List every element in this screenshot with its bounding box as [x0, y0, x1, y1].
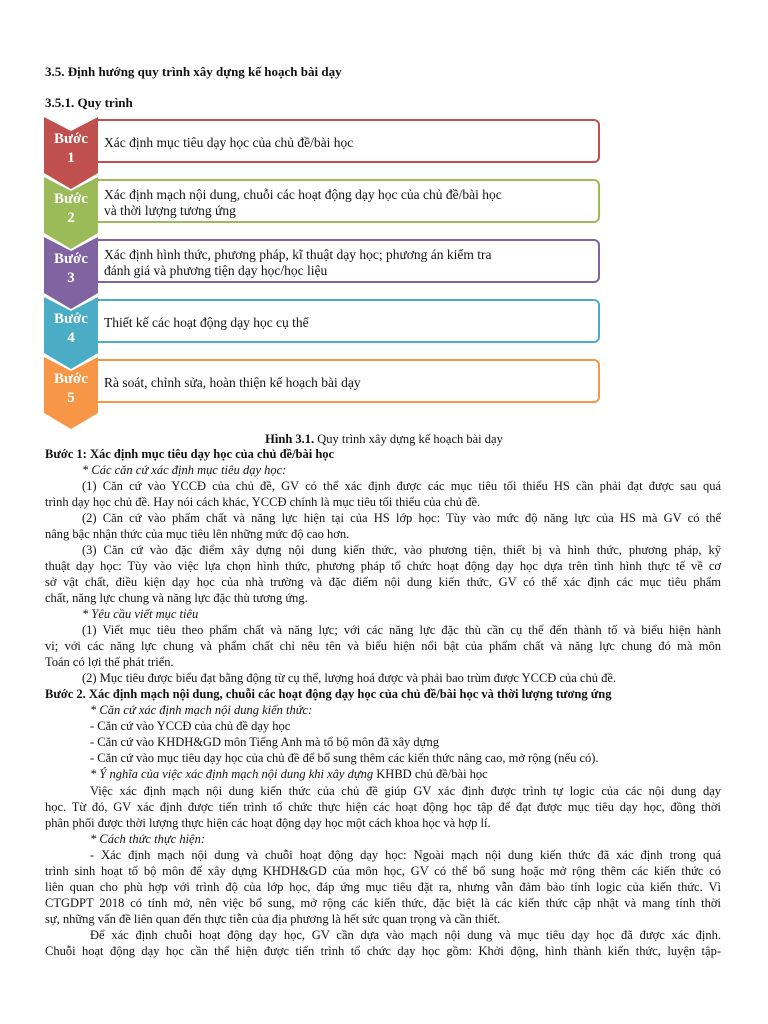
step-2-how-heading: * Cách thức thực hiện: — [90, 832, 205, 846]
step-2-bullet: - Căn cứ vào KHDH&GD môn Tiếng Anh mà tổ bộ môn đã xây dựng — [90, 735, 439, 749]
step-2-paragraph: Chuỗi hoạt động dạy học cần thể hiện được tiến trình tổ chức dạy học gồm: Khởi động, hình thành kiến thức, luyện tập- — [45, 944, 721, 958]
step-2-badge-number: 2 — [67, 210, 75, 226]
step-3-text-line-2: đánh giá và phương tiện dạy học/học liệu — [104, 262, 328, 278]
subsection-heading: 3.5.1. Quy trình — [45, 95, 133, 110]
step-4-badge — [44, 310, 98, 348]
step-1-paragraph: (3) Căn cứ vào đặc điểm xây dựng nội dung kiến thức, vào phương tiện, thiết bị và hình thức, phương pháp, kỹ — [82, 543, 721, 557]
step-2-paragraph: Việc xác định mạch nội dung kiến thức của chủ đề giúp GV xác định được trình tự logic của các nội dung dạy — [90, 784, 721, 798]
step-1-badge-word: Bước — [54, 131, 88, 147]
step-3-badge — [44, 250, 98, 288]
step-2-bullet: - Căn cứ vào YCCĐ của chủ đề dạy học — [90, 719, 291, 733]
step-2-basis-heading: * Căn cứ xác định mạch nội dung kiến thức: — [90, 703, 313, 717]
step-1-paragraph: (2) Căn cứ vào phẩm chất và năng lực hiện tại của HS lớp học: Tùy vào mức độ năng lực của HS mà GV có thể — [82, 511, 721, 525]
process-step-4 — [44, 297, 606, 349]
step-1-paragraph: sở vật chất, điều kiện dạy học của nhà trường và đặc điểm nội dung kiến thức, GV có thể xác định các mục tiêu phẩm — [45, 575, 721, 589]
step-3-badge-word: Bước — [54, 251, 88, 267]
step-1-paragraph: trình dạy học chủ đề. Hay nói cách khác, YCCĐ chính là mục tiêu tối thiểu của chủ đề. — [45, 495, 481, 509]
process-step-2 — [44, 177, 606, 229]
step-4-badge-word: Bước — [54, 311, 88, 327]
step-1-box — [92, 119, 600, 163]
step-2-paragraph: sự, những vấn đề liên quan đến thực tiễn của địa phương là hết sức quan trọng và cần thiết. — [45, 912, 501, 926]
step-4-box — [92, 299, 600, 343]
figure-caption-label: Hình 3.1. — [265, 432, 315, 446]
step-5-badge-number: 5 — [67, 390, 75, 406]
step-3-badge-number: 3 — [67, 270, 75, 286]
step-1-badge — [44, 130, 98, 168]
step-2-paragraph: học. Từ đó, GV xác định được tiến trình tổ chức thực hiện các hoạt động học tập để đạt được mục tiêu dạy học, đồng thời — [45, 800, 721, 814]
step-2-meaning-italic: * Ý nghĩa của việc xác định mạch nội dung khi xây dựng — [90, 767, 374, 781]
step-1-paragraph: (1) Viết mục tiêu theo phẩm chất và năng lực; với các năng lực đặc thù cần cụ thể đến thành tố và biểu hiện hành — [82, 623, 721, 637]
process-step-3 — [44, 237, 606, 289]
step-2-paragraph: trình sinh hoạt tổ bộ môn để xây dựng KHDH&GD của môn học, GV có thể bổ sung hoặc mở rộng thêm các kiến thức có — [45, 864, 721, 878]
step-4-badge-number: 4 — [67, 330, 75, 346]
step-3-box — [92, 239, 600, 283]
step-2-paragraph: phân phối được thời lượng thực hiện các hoạt động dạy học một cách khoa học và hợp lí. — [45, 816, 491, 830]
step-2-box — [92, 179, 600, 223]
step-2-meaning-rest: KHBD chủ đề/bài học — [373, 767, 488, 781]
process-step-1 — [44, 117, 606, 169]
step-2-text-line-1: Xác định mạch nội dung, chuỗi các hoạt động dạy học của chủ đề/bài học — [104, 186, 502, 202]
section-heading: 3.5. Định hướng quy trình xây dựng kế hoạch bài dạy — [45, 64, 342, 79]
step-1-basis-heading: * Các căn cứ xác định mục tiêu dạy học: — [82, 463, 287, 477]
step-2-heading: Bước 2. Xác định mạch nội dung, chuỗi các hoạt động dạy học của chủ đề/bài học và thời lượng tương ứng — [45, 687, 612, 701]
step-5-box — [92, 359, 600, 403]
step-4-text: Thiết kế các hoạt động dạy học cụ thể — [104, 314, 309, 330]
step-1-paragraph: thuật dạy học: Tùy vào việc lựa chọn hình thức, phương pháp tổ chức hoạt động dạy học dựa trên tình hình thực tế về cơ — [45, 559, 721, 573]
step-2-paragraph: liên quan cho phù hợp với trình độ của lớp học, đáp ứng mục tiêu đặt ra, nhưng vẫn đảm bảo tính logic của kiến thức. Vì — [45, 880, 721, 894]
figure-caption-text: Quy trình xây dựng kế hoạch bài dạy — [314, 432, 503, 446]
step-2-bullet: - Căn cứ vào mục tiêu dạy học của chủ đề để bổ sung thêm các kiến thức nâng cao, mở rộng (nếu có). — [90, 751, 599, 765]
step-2-meaning-heading — [90, 766, 488, 782]
step-5-badge-word: Bước — [54, 371, 88, 387]
step-1-badge-number: 1 — [67, 150, 75, 166]
step-3-text-line-1: Xác định hình thức, phương pháp, kĩ thuật dạy học; phương án kiểm tra — [104, 246, 492, 262]
step-1-paragraph: Toán có lợi thế phát triển. — [45, 655, 174, 669]
step-1-paragraph: nâng bậc nhận thức của mục tiêu lên những mức độ cao hơn. — [45, 527, 350, 541]
step-2-badge-word: Bước — [54, 191, 88, 207]
step-1-heading: Bước 1: Xác định mục tiêu dạy học của chủ đề/bài học — [45, 447, 335, 461]
step-5-text: Rà soát, chỉnh sửa, hoàn thiện kế hoạch bài dạy — [104, 374, 361, 390]
figure-caption — [0, 432, 768, 447]
step-5-badge — [44, 370, 98, 408]
step-2-badge — [44, 190, 98, 228]
step-1-paragraph: (2) Mục tiêu được biểu đạt bằng động từ cụ thể, lượng hoá được và phải bao trùm được YCCĐ của chủ đề. — [82, 671, 617, 685]
process-step-5 — [44, 357, 606, 409]
step-1-text: Xác định mục tiêu dạy học của chủ đề/bài học — [104, 134, 354, 150]
step-2-text-line-2: và thời lượng tương ứng — [104, 202, 236, 218]
step-1-paragraph: (1) Căn cứ vào YCCĐ của chủ đề, GV có thể xác định được các mục tiêu tối thiểu HS cần phải đạt được sau quá — [82, 479, 721, 493]
step-2-paragraph: CTGDPT 2018 có tính mở, nên việc bổ sung, mở rộng các kiến thức, đặc biệt là các kiến thức cập nhật và mang tính thời — [45, 896, 721, 910]
step-1-paragraph: vi; với các năng lực chung và phẩm chất chỉ nêu tên và biểu hiện nổi bật của phẩm chất và năng lực chung đó mà môn — [45, 639, 721, 653]
step-2-paragraph: Để xác định chuỗi hoạt động dạy học, GV cần dựa vào mạch nội dung và mục tiêu dạy học đã được xác định. — [90, 928, 721, 942]
step-2-paragraph: - Xác định mạch nội dung và chuỗi hoạt động dạy học: Ngoài mạch nội dung kiến thức đã xác định trong quá — [90, 848, 721, 862]
step-1-requirement-heading: * Yêu cầu viết mục tiêu — [82, 607, 199, 621]
step-1-paragraph: chất, năng lực chung và năng lực đặc thù tương ứng. — [45, 591, 308, 605]
